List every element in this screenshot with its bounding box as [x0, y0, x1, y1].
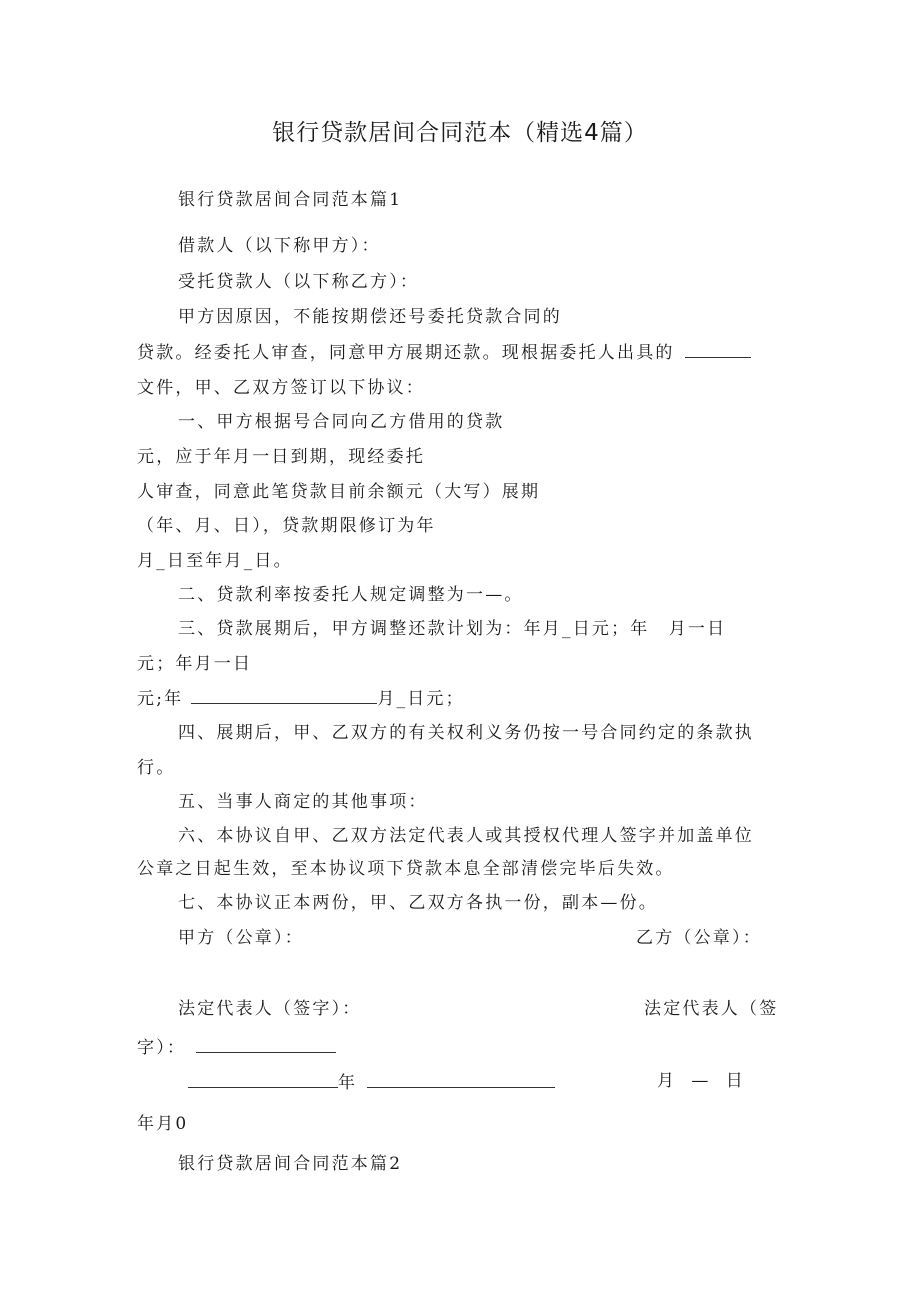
signature-blank [196, 1036, 336, 1053]
paragraph-line [137, 341, 751, 365]
year-label: 年 [338, 1073, 358, 1093]
clause-1-line: （年、月、日），贷款期限修订为年 [137, 516, 436, 536]
month-day-label: 月 — 日 [657, 1071, 749, 1091]
paragraph-line: 甲方因原因，不能按期偿还号委托贷款合同的 [178, 307, 562, 327]
blank-line [367, 1071, 555, 1088]
paragraph-line: 文件，甲、乙双方签订以下协议： [137, 378, 425, 398]
clause-3-line [137, 687, 465, 711]
clause-1-line: 人审查，同意此笔贷款目前余额元（大写）展期 [137, 482, 541, 502]
clause-3-line: 元；年月一日 [137, 654, 253, 674]
paragraph-text: 贷款。经委托人审查，同意甲方展期还款。现根据委托人出具的 [137, 343, 675, 363]
date-line: 年月0 [137, 1114, 189, 1134]
clause-7: 七、本协议正本两份，甲、乙双方各执一份，副本—份。 [178, 893, 658, 913]
clause-6-line: 六、本协议自甲、乙双方法定代表人或其授权代理人签字并加盖单位 [178, 826, 754, 846]
blank-line [188, 1071, 338, 1088]
clause-3-line: 三、贷款展期后，甲方调整还款计划为：年月_日元；年 月一日 [178, 619, 727, 639]
blank-line [191, 687, 377, 704]
date-blank-line [188, 1071, 555, 1095]
clause-4-line: 四、展期后，甲、乙双方的有关权利义务仍按一号合同约定的条款执 [178, 723, 754, 743]
section-heading-2: 银行贷款居间合同范本篇2 [178, 1154, 403, 1174]
clause-3-text: 月_日元； [377, 689, 465, 709]
clause-4-line: 行。 [137, 758, 176, 778]
signature-line [137, 1036, 336, 1060]
trustee-line: 受托贷款人（以下称乙方）： [178, 272, 420, 292]
blank-line [685, 341, 751, 358]
clause-1-line: 月_日至年月_日。 [137, 551, 293, 571]
legal-rep-a: 法定代表人（签字）： [178, 999, 362, 1019]
borrower-line: 借款人（以下称甲方）： [178, 236, 381, 256]
legal-rep-b: 法定代表人（签 [644, 999, 779, 1019]
clause-6-line: 公章之日起生效，至本协议项下贷款本息全部清偿完毕后失效。 [137, 859, 675, 879]
clause-1-line: 一、甲方根据号合同向乙方借用的贷款 [178, 412, 505, 432]
clause-1-line: 元，应于年月一日到期，现经委托 [137, 447, 425, 467]
section-heading-1: 银行贷款居间合同范本篇1 [178, 190, 403, 210]
party-a-seal: 甲方（公章）： [178, 928, 304, 948]
clause-5: 五、当事人商定的其他事项： [178, 792, 428, 812]
clause-3-text: 元;年 [137, 689, 184, 709]
signature-label: 字）： [137, 1038, 187, 1058]
party-b-seal: 乙方（公章）： [636, 928, 762, 948]
clause-2: 二、贷款利率按委托人规定调整为一—。 [178, 585, 524, 605]
document-title: 银行贷款居间合同范本（精选4篇） [272, 120, 648, 146]
